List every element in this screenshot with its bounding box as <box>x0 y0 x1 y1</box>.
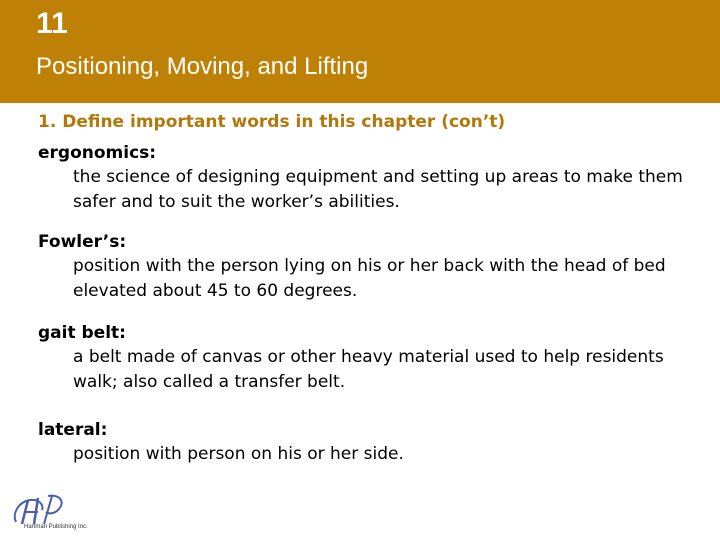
term-label: gait belt: <box>38 323 126 343</box>
term-entry-gait-belt <box>38 321 688 395</box>
term-definition: a belt made of canvas or other heavy material used to help residents walk; also called a transfer belt. <box>73 347 664 392</box>
term-label: lateral: <box>38 420 108 440</box>
chapter-title: Positioning, Moving, and Lifting <box>36 53 369 80</box>
header-banner <box>0 0 720 103</box>
chapter-number: 11 <box>36 7 68 40</box>
term-definition: the science of designing equipment and setting up areas to make them safer and to suit the worker’s abilities. <box>73 167 683 212</box>
term-definition: position with the person lying on his or her back with the head of bed elevated about 45 to 60 degrees. <box>73 256 666 301</box>
term-definition: position with person on his or her side. <box>73 444 404 464</box>
objective-heading: 1. Define important words in this chapter (con’t) <box>38 112 506 132</box>
term-entry-lateral <box>38 418 688 467</box>
term-label: Fowler’s: <box>38 232 127 252</box>
term-entry-ergonomics <box>38 141 688 215</box>
term-label: ergonomics: <box>38 143 157 163</box>
publisher-name: Hartman Publishing Inc. <box>24 524 88 530</box>
term-entry-fowlers <box>38 230 688 304</box>
